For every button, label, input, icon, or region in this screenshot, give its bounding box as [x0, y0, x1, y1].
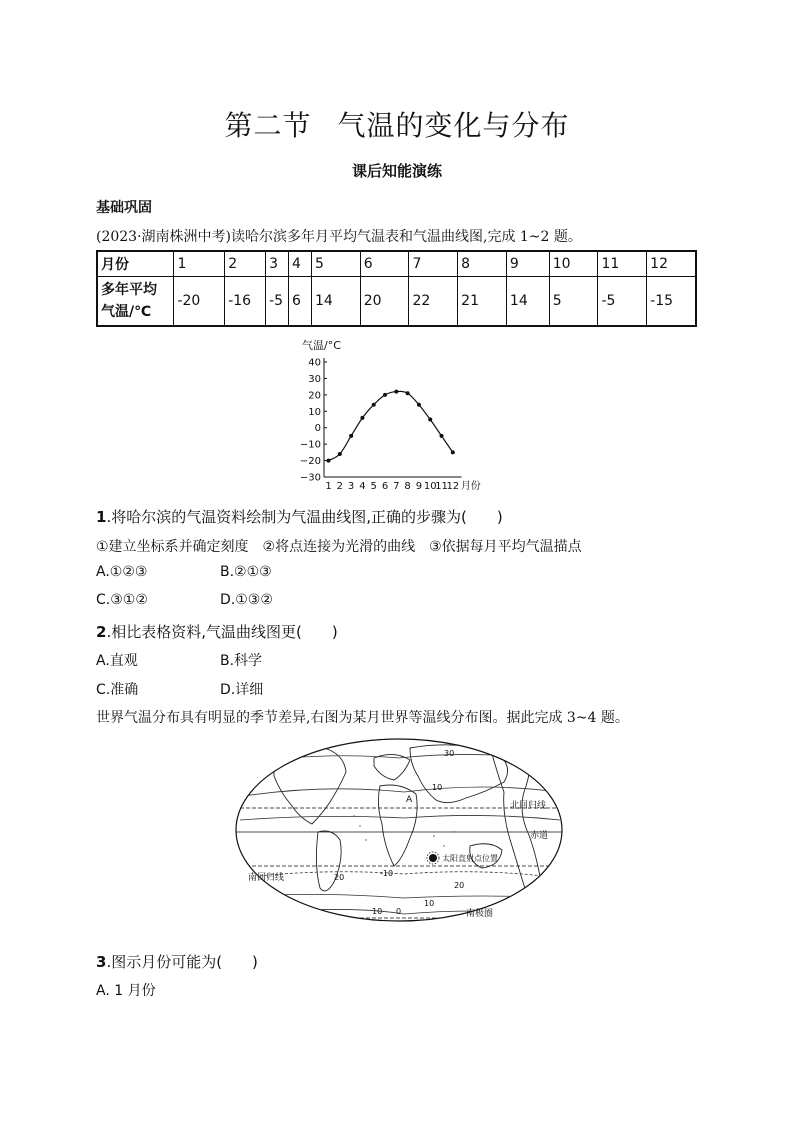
- chart-x-tick-label: 11: [435, 481, 448, 492]
- antarctic-circle-label: 南极圈: [466, 909, 494, 919]
- question-2: [96, 621, 338, 642]
- chart-x-tick-label: 4: [359, 481, 366, 492]
- isotherm-label-0: 0: [396, 907, 402, 916]
- area-label-a: A: [406, 795, 413, 805]
- chart-xlabel: 月份: [460, 481, 481, 492]
- option-c[interactable]: C.准确: [96, 682, 139, 698]
- data-point: [451, 450, 455, 454]
- data-point: [394, 390, 398, 394]
- chart-y-tick-label: 30: [308, 373, 321, 385]
- table-cell: 7: [409, 251, 458, 277]
- isotherm-label-20-south-left: 20: [334, 873, 345, 882]
- temperature-chart: [290, 336, 510, 500]
- data-point: [417, 403, 421, 407]
- table-cell: 20: [360, 277, 409, 327]
- option-a[interactable]: A.直观: [96, 653, 138, 669]
- data-point: [349, 434, 353, 438]
- isotherm-label-20-south-right: 20: [454, 881, 465, 890]
- table-cell: 4: [289, 251, 312, 277]
- table-cell: 6: [289, 277, 312, 327]
- chart-y-tick-label: −20: [299, 456, 321, 468]
- option-a[interactable]: A. 1 月份: [96, 983, 156, 999]
- world-isotherm-map: [234, 736, 564, 924]
- title-section-number: 第二节: [224, 109, 312, 142]
- table-row-temps: [97, 277, 696, 327]
- question-number: 3: [96, 953, 107, 971]
- option-d[interactable]: D.①③②: [220, 592, 273, 608]
- temperature-table: [96, 250, 697, 327]
- chart-y-tick-label: 0: [314, 423, 321, 435]
- table-cell: -15: [647, 277, 696, 327]
- option-c[interactable]: C.③①②: [96, 592, 148, 608]
- table-cell: -5: [266, 277, 289, 327]
- tropic-north-label: 北回归线: [510, 801, 547, 811]
- map-frame: [236, 739, 562, 921]
- data-point: [372, 403, 376, 407]
- question-number: 2: [96, 623, 107, 641]
- chart-y-tick-label: 20: [308, 390, 321, 402]
- temperature-curve: [329, 391, 453, 460]
- question-text: .图示月份可能为( ): [106, 953, 258, 971]
- chart-x-tick-label: 3: [347, 481, 355, 492]
- chart-x-tick-label: 5: [370, 481, 377, 492]
- question-number: 1: [96, 508, 107, 526]
- chart-y-tick-label: −10: [299, 439, 321, 451]
- chart-x-tick-label: 2: [336, 481, 344, 492]
- equator-label: 赤道: [530, 831, 549, 841]
- table-cell: -5: [598, 277, 647, 327]
- isotherm-label-30: 30: [444, 749, 455, 758]
- question-1: [96, 506, 503, 527]
- data-point: [406, 391, 410, 395]
- intro-text-1: (2023·湖南株洲中考)读哈尔滨多年月平均气温表和气温曲线图,完成 1~2 题。: [96, 229, 582, 245]
- data-point: [360, 416, 364, 420]
- isotherm-label-10-south-2: 10: [372, 907, 383, 916]
- chart-y-tick-label: 10: [308, 406, 321, 418]
- data-point: [440, 434, 444, 438]
- table-cell: 9: [506, 251, 549, 277]
- section-heading: 基础巩固: [96, 200, 152, 216]
- table-cell: 3: [266, 251, 289, 277]
- table-cell: 22: [409, 277, 458, 327]
- data-point: [338, 452, 342, 456]
- table-cell: -16: [225, 277, 266, 327]
- option-d[interactable]: D.详细: [220, 682, 264, 698]
- isotherm-label-10-north: 10: [432, 783, 443, 792]
- table-cell: 5: [311, 251, 360, 277]
- table-row-months: [97, 251, 696, 277]
- page-title: [0, 104, 794, 144]
- sun-position-label: 太阳直射点位置: [442, 854, 498, 863]
- chart-x-tick-label: 8: [404, 481, 411, 492]
- table-cell: 1: [174, 251, 225, 277]
- table-cell: 10: [549, 251, 598, 277]
- chart-x-tick-label: 12: [446, 481, 460, 492]
- data-point: [383, 393, 387, 397]
- table-cell: 14: [311, 277, 360, 327]
- isotherm-label-10-south: 10: [424, 899, 435, 908]
- sun-icon: [429, 854, 437, 862]
- title-topic: 气温的变化与分布: [337, 109, 570, 142]
- question-text: .相比表格资料,气温曲线图更( ): [106, 623, 338, 641]
- chart-ylabel: 气温/°C: [302, 339, 341, 352]
- table-cell: -20: [174, 277, 225, 327]
- chart-x-tick-label: 9: [415, 481, 423, 492]
- table-cell: 11: [598, 251, 647, 277]
- chart-axes: [300, 358, 481, 493]
- question-1-steps: ①建立坐标系并确定刻度 ②将点连接为光滑的曲线 ③依据每月平均气温描点: [96, 539, 582, 555]
- option-a[interactable]: A.①②③: [96, 564, 148, 580]
- table-header-temp: 多年平均 气温/℃: [97, 277, 174, 327]
- intro-text-2: 世界气温分布具有明显的季节差异,右图为某月世界等温线分布图。据此完成 3~4 题。: [96, 710, 629, 726]
- chart-y-tick-label: 40: [308, 357, 321, 369]
- chart-x-tick-label: 7: [393, 481, 400, 492]
- table-cell: 8: [458, 251, 507, 277]
- data-point: [428, 418, 432, 422]
- table-cell: 12: [647, 251, 696, 277]
- table-cell: 21: [458, 277, 507, 327]
- chart-x-tick-label: 6: [381, 481, 389, 492]
- table-cell: 14: [506, 277, 549, 327]
- table-cell: 5: [549, 277, 598, 327]
- option-b[interactable]: B.科学: [220, 653, 263, 669]
- option-b[interactable]: B.②①③: [220, 564, 272, 580]
- tropic-south-label: 南回归线: [248, 873, 285, 883]
- data-point: [327, 459, 331, 463]
- chart-y-tick-label: −30: [299, 472, 321, 484]
- subtitle: 课后知能演练: [351, 162, 442, 180]
- isotherm-label-minus10: -10: [380, 869, 394, 878]
- table-header-month: 月份: [97, 251, 174, 277]
- table-cell: 6: [360, 251, 409, 277]
- chart-x-tick-label: 10: [423, 481, 437, 492]
- chart-series: [327, 390, 455, 463]
- question-text: .将哈尔滨的气温资料绘制为气温曲线图,正确的步骤为( ): [106, 508, 503, 526]
- question-3: [96, 951, 258, 972]
- table-cell: 2: [225, 251, 266, 277]
- chart-x-tick-label: 1: [325, 481, 332, 492]
